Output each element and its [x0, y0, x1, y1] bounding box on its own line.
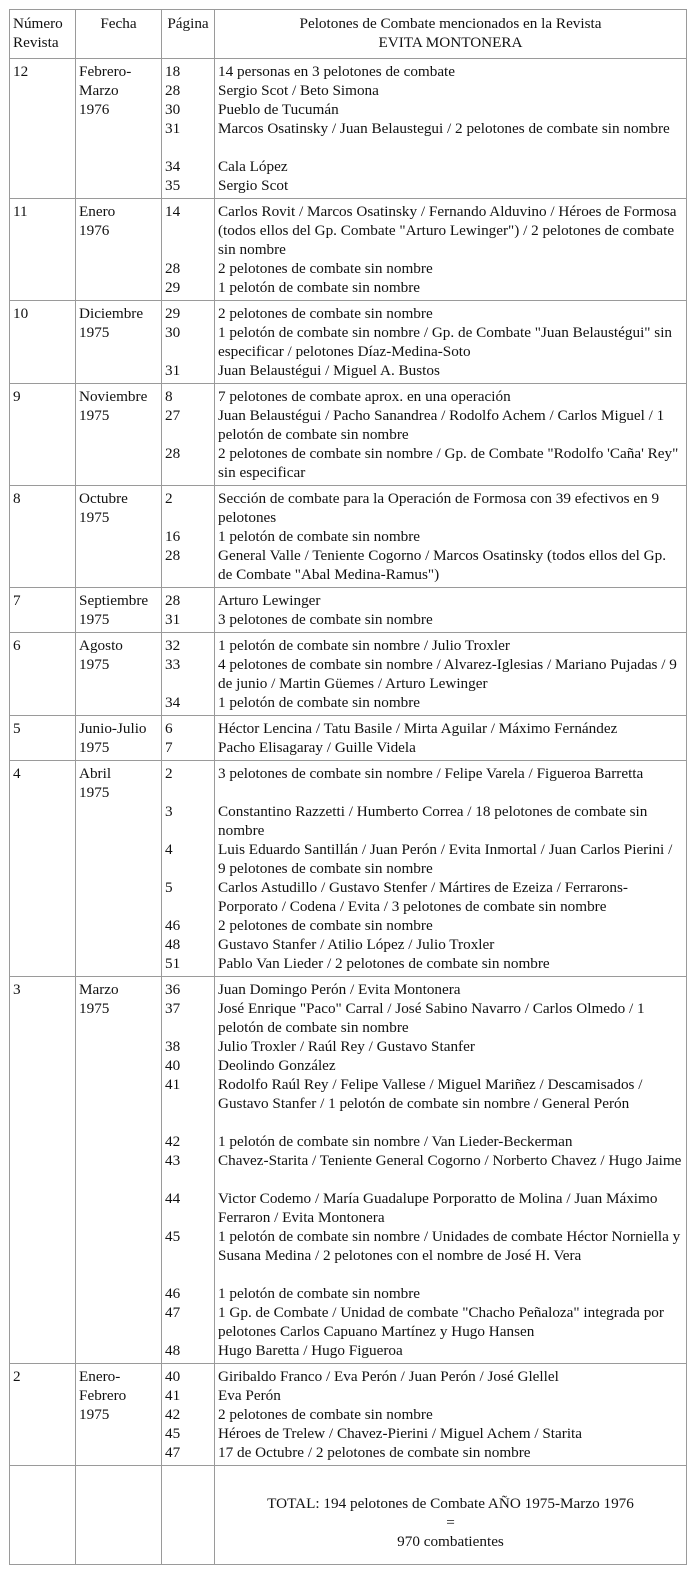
pelotones-list [215, 977, 687, 1364]
issue-date [76, 633, 162, 716]
peloton-entry: Carlos Rovit / Marcos Osatinsky / Fernando Alduvino / Héroes de Formosa (todos ellos del Gp. Combate "Arturo Lewinger") / 2 pelotones de combate sin nombre [218, 203, 677, 258]
page-number: 37 [165, 1000, 181, 1017]
header-pagina: Página [162, 10, 215, 59]
peloton-entry: Pueblo de Tucumán [218, 101, 339, 118]
total-equals: = [446, 1513, 455, 1531]
table-row [10, 977, 687, 1364]
page-number: 30 [165, 101, 181, 118]
issue-number: 6 [10, 633, 76, 716]
page-number: 28 [165, 82, 181, 99]
page-number: 41 [165, 1076, 181, 1093]
issue-date [76, 761, 162, 977]
peloton-entry: 1 pelotón de combate sin nombre [218, 528, 421, 545]
page-number: 44 [165, 1190, 181, 1207]
page-number: 14 [165, 203, 181, 220]
issue-number: 5 [10, 716, 76, 761]
pelotones-list [215, 761, 687, 977]
page-number: 16 [165, 528, 181, 545]
table-row [10, 1364, 687, 1466]
total-empty-1 [10, 1466, 76, 1565]
pelotones-list [215, 59, 687, 199]
page-number: 42 [165, 1133, 181, 1150]
date-line: Abril [79, 765, 112, 782]
page-number: 2 [165, 765, 173, 782]
issue-number: 3 [10, 977, 76, 1364]
page-number: 47 [165, 1444, 181, 1461]
peloton-entry: 2 pelotones de combate sin nombre [218, 1406, 433, 1423]
pelotones-list [215, 486, 687, 588]
peloton-entry: 3 pelotones de combate sin nombre / Felipe Varela / Figueroa Barretta [218, 765, 644, 782]
total-combatientes: 970 combatientes [397, 1532, 504, 1550]
records-body [10, 59, 687, 1466]
date-line: Marzo [79, 82, 119, 99]
date-line: 1976 [79, 222, 110, 239]
issue-number: 4 [10, 761, 76, 977]
issue-number: 12 [10, 59, 76, 199]
peloton-entry: Pacho Elisagaray / Guille Videla [218, 739, 416, 756]
page-numbers [162, 716, 215, 761]
date-line: Agosto [79, 637, 123, 654]
peloton-entry: José Enrique "Paco" Carral / José Sabino Navarro / Carlos Olmedo / 1 pelotón de combate sin nombre [218, 1000, 645, 1036]
table-row [10, 486, 687, 588]
page-numbers [162, 384, 215, 486]
total-cell [215, 1466, 687, 1565]
page-number: 41 [165, 1387, 181, 1404]
page-number: 7 [165, 739, 173, 756]
total-row [10, 1466, 687, 1565]
pelotones-list [215, 588, 687, 633]
page-number: 48 [165, 936, 181, 953]
peloton-entry: Gustavo Stanfer / Atilio López / Julio Troxler [218, 936, 495, 953]
page-number: 38 [165, 1038, 181, 1055]
peloton-entry: Constantino Razzetti / Humberto Correa / 18 pelotones de combate sin nombre [218, 803, 648, 839]
peloton-entry: 3 pelotones de combate sin nombre [218, 611, 433, 628]
peloton-entry: 2 pelotones de combate sin nombre [218, 260, 433, 277]
table-row [10, 59, 687, 199]
peloton-entry: Héctor Lencina / Tatu Basile / Mirta Aguilar / Máximo Fernández [218, 720, 618, 737]
page-numbers [162, 1364, 215, 1466]
table-row [10, 761, 687, 977]
page-number: 2 [165, 490, 173, 507]
peloton-entry: Hugo Baretta / Hugo Figueroa [218, 1342, 403, 1359]
table-row [10, 716, 687, 761]
pelotones-list [215, 301, 687, 384]
date-line: 1975 [79, 739, 110, 756]
page-number: 28 [165, 547, 181, 564]
page-numbers [162, 301, 215, 384]
page-number: 29 [165, 305, 181, 322]
page-number: 27 [165, 407, 181, 424]
peloton-entry: 1 pelotón de combate sin nombre / Unidades de combate Héctor Norniella y Susana Medina / 2 pelotones con el nombre de José H. Vera [218, 1228, 681, 1264]
page-number: 28 [165, 592, 181, 609]
peloton-entry: 1 pelotón de combate sin nombre / Gp. de Combate "Juan Belaustégui" sin especificar / pelotones Díaz-Medina-Soto [218, 324, 673, 360]
issue-number: 10 [10, 301, 76, 384]
peloton-entry: Chavez-Starita / Teniente General Cogorno / Norberto Chavez / Hugo Jaime [218, 1152, 682, 1169]
page-number: 43 [165, 1152, 181, 1169]
date-line: 1975 [79, 1000, 110, 1017]
page-numbers [162, 633, 215, 716]
table-row [10, 199, 687, 301]
page-number: 28 [165, 445, 181, 462]
peloton-entry: Cala López [218, 158, 288, 175]
pelotones-list [215, 199, 687, 301]
issue-date [76, 199, 162, 301]
peloton-entry: 1 pelotón de combate sin nombre / Van Lieder-Beckerman [218, 1133, 573, 1150]
peloton-entry: Sergio Scot / Beto Simona [218, 82, 379, 99]
page-number: 6 [165, 720, 173, 737]
peloton-entry: Deolindo González [218, 1057, 336, 1074]
peloton-entry: 7 pelotones de combate aprox. en una operación [218, 388, 511, 405]
page-numbers [162, 588, 215, 633]
peloton-entry: 1 pelotón de combate sin nombre [218, 279, 421, 296]
date-line: Febrero- [79, 63, 132, 80]
page-number: 4 [165, 841, 173, 858]
page-number: 31 [165, 611, 181, 628]
page-number: 47 [165, 1304, 181, 1321]
peloton-entry: Sergio Scot [218, 177, 289, 194]
issue-date [76, 588, 162, 633]
header-row [10, 10, 687, 59]
date-line: Septiembre [79, 592, 149, 609]
issue-number: 7 [10, 588, 76, 633]
page-number: 28 [165, 260, 181, 277]
peloton-entry: 4 pelotones de combate sin nombre / Alvarez-Iglesias / Mariano Pujadas / 9 de junio / Martin Güemes / Arturo Lewinger [218, 656, 677, 692]
date-line: Enero [79, 203, 116, 220]
total-empty-3 [162, 1466, 215, 1565]
peloton-entry: General Valle / Teniente Cogorno / Marcos Osatinsky (todos ellos del Gp. de Combate "Abal Medina-Ramus") [218, 547, 667, 583]
table-row [10, 588, 687, 633]
page-number: 3 [165, 803, 173, 820]
page-number: 34 [165, 694, 181, 711]
peloton-entry: Julio Troxler / Raúl Rey / Gustavo Stanfer [218, 1038, 475, 1055]
table-row [10, 633, 687, 716]
peloton-entry: 1 pelotón de combate sin nombre / Julio Troxler [218, 637, 510, 654]
date-line: Noviembre [79, 388, 148, 405]
peloton-entry: Arturo Lewinger [218, 592, 321, 609]
peloton-entry: 2 pelotones de combate sin nombre [218, 917, 433, 934]
page-numbers [162, 199, 215, 301]
page-number: 30 [165, 324, 181, 341]
pelotones-list [215, 1364, 687, 1466]
peloton-entry: 17 de Octubre / 2 pelotones de combate sin nombre [218, 1444, 531, 1461]
total-empty-2 [76, 1466, 162, 1565]
pelotones-list [215, 716, 687, 761]
page-number: 51 [165, 955, 181, 972]
page-number: 46 [165, 917, 181, 934]
page-number: 40 [165, 1368, 181, 1385]
peloton-entry: Juan Belaustégui / Miguel A. Bustos [218, 362, 440, 379]
date-line: 1975 [79, 611, 110, 628]
page-numbers [162, 977, 215, 1364]
issue-date [76, 59, 162, 199]
issue-date [76, 977, 162, 1364]
peloton-entry: 2 pelotones de combate sin nombre [218, 305, 433, 322]
date-line: 1975 [79, 1406, 110, 1423]
page-numbers [162, 59, 215, 199]
date-line: Marzo [79, 981, 119, 998]
pelotones-list [215, 633, 687, 716]
peloton-entry: Rodolfo Raúl Rey / Felipe Vallese / Miguel Mariñez / Descamisados / Gustavo Stanfer / 1 pelotón de combate sin nombre / General Perón [218, 1076, 643, 1112]
peloton-entry: Pablo Van Lieder / 2 pelotones de combate sin nombre [218, 955, 550, 972]
date-line: Junio-Julio [79, 720, 147, 737]
header-fecha: Fecha [76, 10, 162, 59]
peloton-entry: 2 pelotones de combate sin nombre / Gp. de Combate "Rodolfo 'Caña' Rey" sin especificar [218, 445, 679, 481]
page-number: 5 [165, 879, 173, 896]
issue-date [76, 716, 162, 761]
page-numbers [162, 486, 215, 588]
page-number: 42 [165, 1406, 181, 1423]
issue-date [76, 1364, 162, 1466]
date-line: Febrero [79, 1387, 127, 1404]
peloton-entry: Giribaldo Franco / Eva Perón / Juan Perón / José Glellel [218, 1368, 559, 1385]
page-number: 40 [165, 1057, 181, 1074]
page-number: 35 [165, 177, 181, 194]
page-number: 46 [165, 1285, 181, 1302]
peloton-entry: 1 pelotón de combate sin nombre [218, 694, 421, 711]
peloton-entry: 1 Gp. de Combate / Unidad de combate "Chacho Peñaloza" integrada por pelotones Carlos Capuano Martínez y Hugo Hansen [218, 1304, 664, 1340]
peloton-entry: Eva Perón [218, 1387, 281, 1404]
page-number: 45 [165, 1425, 181, 1442]
header-pelotones: Pelotones de Combate mencionados en la Revista EVITA MONTONERA [215, 10, 687, 59]
page-number: 33 [165, 656, 181, 673]
page-number: 34 [165, 158, 181, 175]
peloton-entry: 14 personas en 3 pelotones de combate [218, 63, 456, 80]
date-line: Enero- [79, 1368, 121, 1385]
issue-number: 8 [10, 486, 76, 588]
total-label: TOTAL: 194 pelotones de Combate AÑO 1975-Marzo 1976 [267, 1494, 634, 1512]
page-number: 29 [165, 279, 181, 296]
peloton-entry: Victor Codemo / María Guadalupe Porporatto de Molina / Juan Máximo Ferraron / Evita Montonera [218, 1190, 658, 1226]
document-page [9, 9, 686, 1565]
issue-number: 11 [10, 199, 76, 301]
date-line: 1975 [79, 324, 110, 341]
peloton-entry: Carlos Astudillo / Gustavo Stenfer / Mártires de Ezeiza / Ferrarons-Porporato / Codena / Evita / 3 pelotones de combate sin nombre [218, 879, 628, 915]
date-line: Diciembre [79, 305, 144, 322]
table-row [10, 301, 687, 384]
peloton-entry: Luis Eduardo Santillán / Juan Perón / Evita Inmortal / Juan Carlos Pierini / 9 pelotones de combate sin nombre [218, 841, 673, 877]
issue-date [76, 486, 162, 588]
date-line: 1976 [79, 101, 110, 118]
issue-number: 2 [10, 1364, 76, 1466]
page-number: 45 [165, 1228, 181, 1245]
issue-number: 9 [10, 384, 76, 486]
peloton-entry: 1 pelotón de combate sin nombre [218, 1285, 421, 1302]
page-number: 32 [165, 637, 181, 654]
issue-date [76, 301, 162, 384]
page-number: 48 [165, 1342, 181, 1359]
date-line: 1975 [79, 509, 110, 526]
page-number: 18 [165, 63, 181, 80]
issue-date [76, 384, 162, 486]
date-line: 1975 [79, 656, 110, 673]
peloton-entry: Héroes de Trelew / Chavez-Pierini / Miguel Achem / Starita [218, 1425, 583, 1442]
peloton-entry: Juan Belaustégui / Pacho Sanandrea / Rodolfo Achem / Carlos Miguel / 1 pelotón de combate sin nombre [218, 407, 665, 443]
page-numbers [162, 761, 215, 977]
date-line: Octubre [79, 490, 128, 507]
pelotones-list [215, 384, 687, 486]
page-number: 31 [165, 120, 181, 137]
peloton-entry: Marcos Osatinsky / Juan Belaustegui / 2 pelotones de combate sin nombre [218, 120, 670, 137]
page-number: 31 [165, 362, 181, 379]
pelotones-table [9, 9, 687, 1565]
peloton-entry: Juan Domingo Perón / Evita Montonera [218, 981, 461, 998]
date-line: 1975 [79, 407, 110, 424]
date-line: 1975 [79, 784, 110, 801]
page-number: 8 [165, 388, 173, 405]
table-row [10, 384, 687, 486]
header-numero-revista: Número Revista [10, 10, 76, 59]
peloton-entry: Sección de combate para la Operación de Formosa con 39 efectivos en 9 pelotones [218, 490, 660, 526]
page-number: 36 [165, 981, 181, 998]
